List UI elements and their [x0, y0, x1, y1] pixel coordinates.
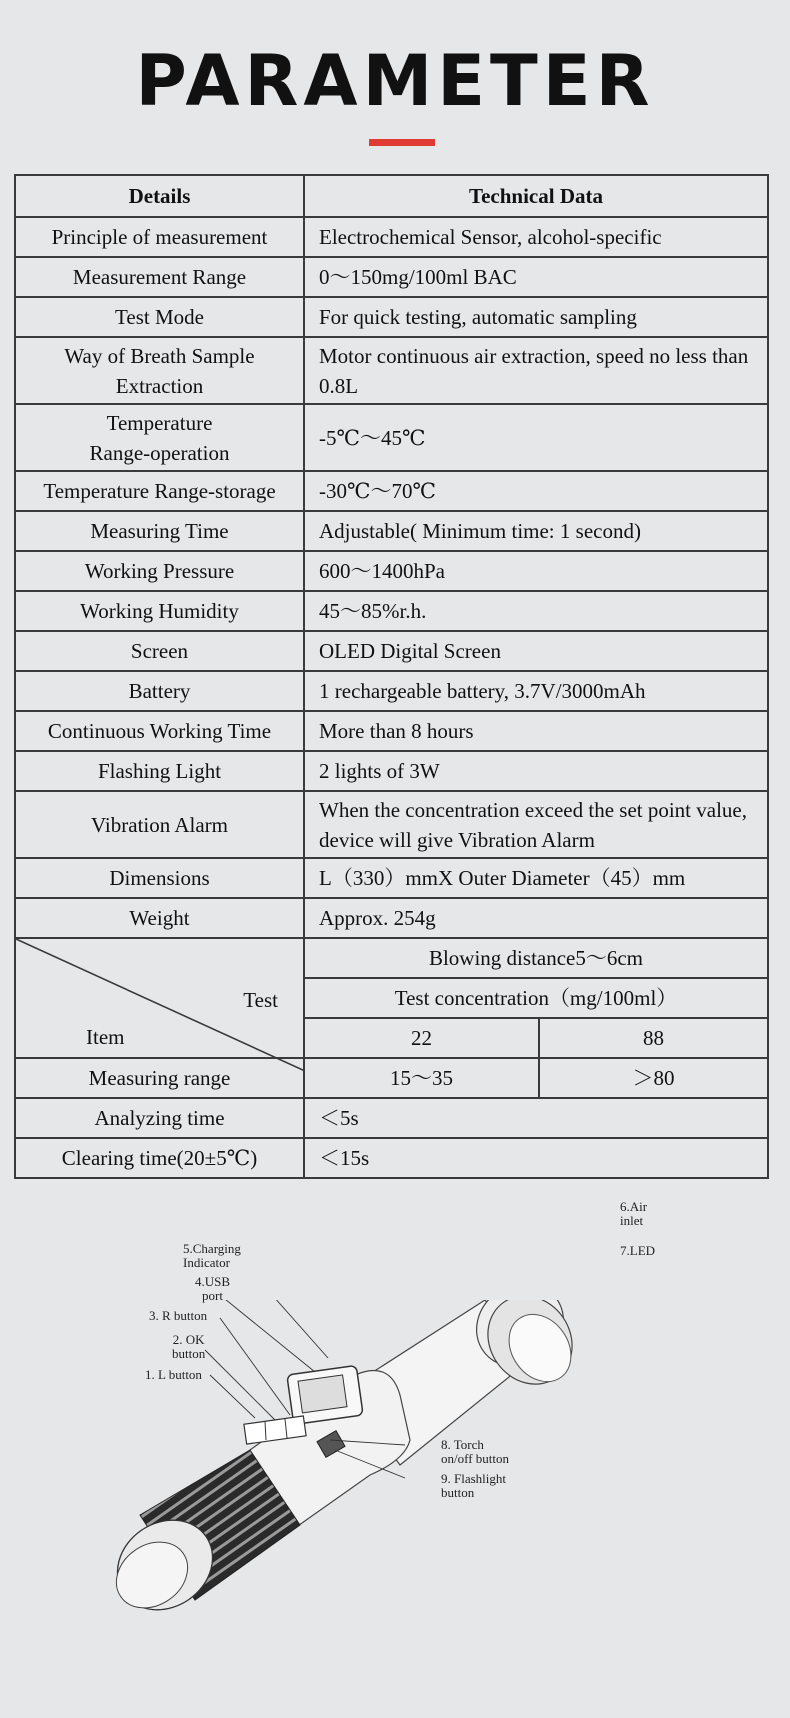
row-value: L（330）mmX Outer Diameter（45）mm [304, 858, 768, 898]
analyzing-time-value: ＜5s [304, 1098, 768, 1138]
table-row [15, 257, 768, 297]
table-row [15, 858, 768, 898]
label-ok-button: 2. OK button [172, 1332, 206, 1361]
table-row [15, 751, 768, 791]
row-label: Working Humidity [15, 591, 304, 631]
clearing-time-value: ＜15s [304, 1138, 768, 1178]
title-underline [369, 139, 435, 146]
table-row [15, 1098, 768, 1138]
table-row [15, 591, 768, 631]
row-value: 45～85%r.h. [304, 591, 768, 631]
row-value: 0～150mg/100ml BAC [304, 257, 768, 297]
row-label: Vibration Alarm [15, 791, 304, 858]
label-torch-button: 8. Torch on/off button [441, 1437, 510, 1466]
table-row [15, 471, 768, 511]
concentration-88: 88 [539, 1018, 768, 1058]
row-label: Battery [15, 671, 304, 711]
device-diagram [100, 1199, 700, 1713]
label-l-button: 1. L button [145, 1367, 202, 1382]
row-value: -30℃～70℃ [304, 471, 768, 511]
table-row [15, 791, 768, 858]
page-title: PARAMETER [135, 40, 655, 122]
row-value: When the concentration exceed the set point value, device will give Vibration Alarm [304, 791, 768, 858]
spec-table [14, 174, 769, 1179]
label-charging-indicator: 5.Charging Indicator [183, 1241, 241, 1270]
table-header-row [15, 175, 768, 217]
row-label: Principle of measurement [15, 217, 304, 257]
header-technical-data: Technical Data [304, 175, 768, 217]
concentration-22: 22 [304, 1018, 539, 1058]
table-row [15, 711, 768, 751]
row-value: 600～1400hPa [304, 551, 768, 591]
row-label: Screen [15, 631, 304, 671]
test-item-diagonal-cell [15, 938, 304, 1058]
row-value: For quick testing, automatic sampling [304, 297, 768, 337]
row-label: Measurement Range [15, 257, 304, 297]
clearing-time-label: Clearing time(20±5℃) [15, 1138, 304, 1178]
row-label: Continuous Working Time [15, 711, 304, 751]
header-details: Details [15, 175, 304, 217]
range-b: ＞80 [539, 1058, 768, 1098]
blowing-distance: Blowing distance5～6cm [304, 938, 768, 978]
row-value: 2 lights of 3W [304, 751, 768, 791]
table-row [15, 938, 768, 978]
table-row [15, 337, 768, 404]
table-row [15, 217, 768, 257]
measuring-range-label: Measuring range [15, 1058, 304, 1098]
row-value: 1 rechargeable battery, 3.7V/3000mAh [304, 671, 768, 711]
label-flashlight-button: 9. Flashlight button [441, 1471, 507, 1500]
row-label: Dimensions [15, 858, 304, 898]
label-r-button: 3. R button [149, 1308, 208, 1323]
table-row [15, 1138, 768, 1178]
row-value: -5℃～45℃ [304, 404, 768, 471]
row-label: Measuring Time [15, 511, 304, 551]
row-value: More than 8 hours [304, 711, 768, 751]
breathalyzer-illustration [100, 1300, 700, 1713]
table-row [15, 551, 768, 591]
range-a: 15～35 [304, 1058, 539, 1098]
row-value: Approx. 254g [304, 898, 768, 938]
table-row [15, 511, 768, 551]
row-value: Electrochemical Sensor, alcohol-specific [304, 217, 768, 257]
row-label: Test Mode [15, 297, 304, 337]
table-row [15, 404, 768, 471]
row-label: Way of Breath Sample Extraction [15, 337, 304, 404]
test-concentration: Test concentration（mg/100ml） [304, 978, 768, 1018]
table-row [15, 671, 768, 711]
row-label: Temperature Range-storage [15, 471, 304, 511]
row-label: Weight [15, 898, 304, 938]
table-row [15, 898, 768, 938]
row-label: Working Pressure [15, 551, 304, 591]
diag-test-label: Test [243, 988, 278, 1012]
analyzing-time-label: Analyzing time [15, 1098, 304, 1138]
row-label: Flashing Light [15, 751, 304, 791]
table-row [15, 297, 768, 337]
label-usb-port: 4.USB port [195, 1274, 231, 1303]
row-label: Temperature Range-operation [15, 404, 304, 471]
label-led: 7.LED [620, 1243, 656, 1258]
row-value: Adjustable( Minimum time: 1 second) [304, 511, 768, 551]
label-air-inlet: 6.Air inlet [620, 1199, 648, 1228]
row-value: OLED Digital Screen [304, 631, 768, 671]
row-value: Motor continuous air extraction, speed no less than 0.8L [304, 337, 768, 404]
diag-item-label: Item [86, 1025, 125, 1049]
table-row [15, 631, 768, 671]
